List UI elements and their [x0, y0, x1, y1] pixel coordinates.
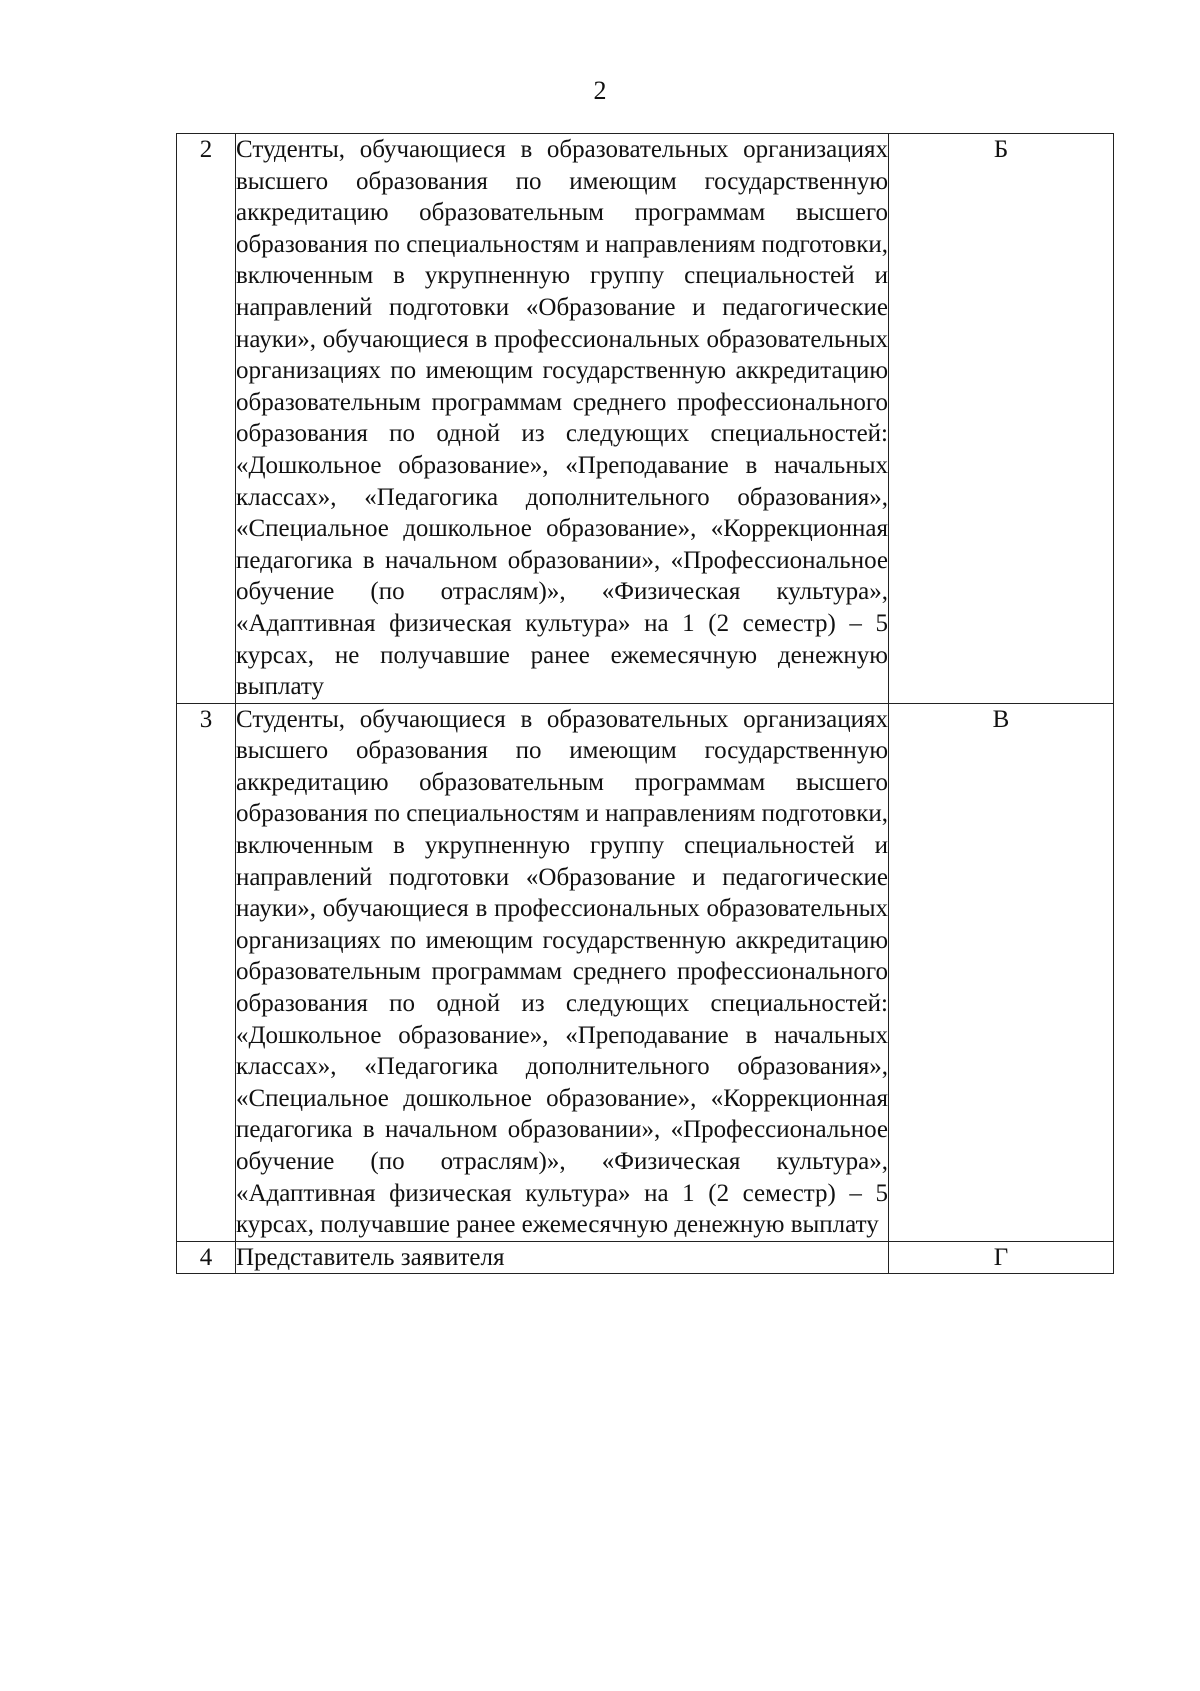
table-row	[177, 134, 1114, 704]
row-number: 3	[177, 703, 236, 1241]
table-row	[177, 1241, 1114, 1274]
row-description	[236, 134, 889, 704]
row-code: В	[889, 703, 1114, 1241]
row-description-text: Представитель заявителя	[236, 1243, 505, 1271]
row-description	[236, 703, 889, 1241]
row-description-text: Студенты, обучающиеся в образовательных организациях высшего образования по имеющим государственную аккредитацию образовательным программам высшего образования по специальностям и направлениям подготовки, включенным в укрупненную группу специальностей и направлений подготовки «Образование и педагогические науки», обучающиеся в профессиональных образовательных организациях по имеющим государственную аккредитацию образовательным программам среднего профессионального образования по одной из следующих специальностей: «Дошкольное образование», «Преподавание в начальных классах», «Педагогика дополнительного образования», «Специальное дошкольное образование», «Коррекционная педагогика в начальном образовании», «Профессиональное обучение (по отраслям)», «Физическая культура», «Адаптивная физическая культура» на 1 (2 семестр) – 5 курсах, получавшие ранее ежемесячную денежную выплату	[236, 705, 889, 1239]
row-code: Г	[889, 1241, 1114, 1274]
row-number: 4	[177, 1241, 236, 1274]
row-code: Б	[889, 134, 1114, 704]
row-number: 2	[177, 134, 236, 704]
category-table	[176, 133, 1114, 1274]
row-description	[236, 1241, 889, 1274]
page-number: 2	[593, 76, 607, 105]
table-row	[177, 703, 1114, 1241]
row-description-text: Студенты, обучающиеся в образовательных организациях высшего образования по имеющим государственную аккредитацию образовательным программам высшего образования по специальностям и направлениям подготовки, включенным в укрупненную группу специальностей и направлений подготовки «Образование и педагогические науки», обучающиеся в профессиональных образовательных организациях по имеющим государственную аккредитацию образовательным программам среднего профессионального образования по одной из следующих специальностей: «Дошкольное образование», «Преподавание в начальных классах», «Педагогика дополнительного образования», «Специальное дошкольное образование», «Коррекционная педагогика в начальном образовании», «Профессиональное обучение (по отраслям)», «Физическая культура», «Адаптивная физическая культура» на 1 (2 семестр) – 5 курсах, не получавшие ранее ежемесячную денежную выплату	[236, 136, 889, 701]
